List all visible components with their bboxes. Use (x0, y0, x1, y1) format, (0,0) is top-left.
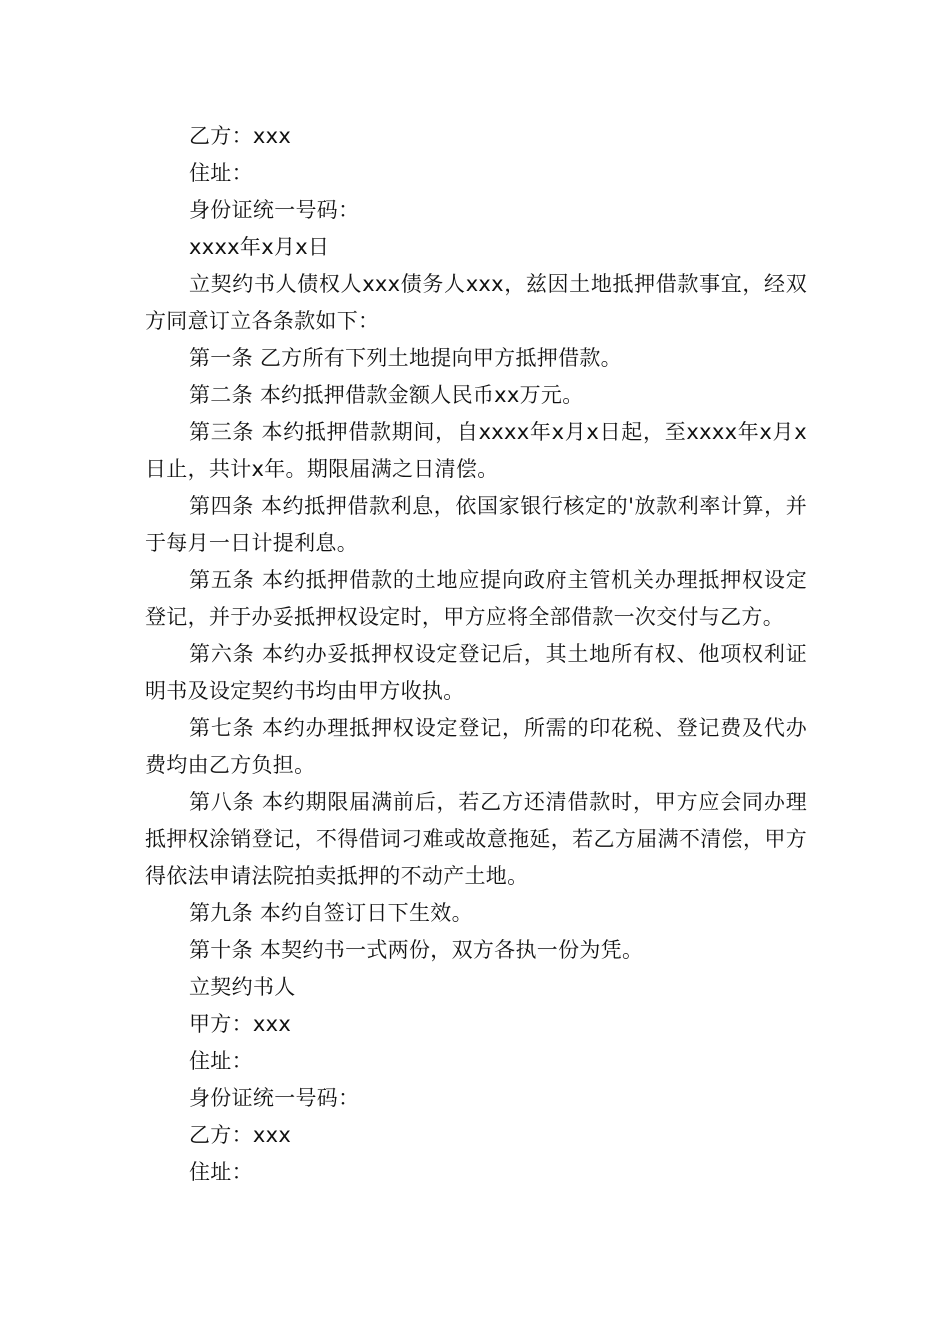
party-b-address-line: 住址： (189, 1160, 253, 1184)
article-6: 第六条 本约办妥抵押权设定登记后，其土地所有权、他项权利证明书及设定契约书均由甲方收执。 (145, 642, 807, 703)
article-1: 第一条 乙方所有下列土地提向甲方抵押借款。 (189, 346, 622, 370)
article-5: 第五条 本约抵押借款的土地应提向政府主管机关办理抵押权设定登记，并于办妥抵押权设定时，甲方应将全部借款一次交付与乙方。 (145, 568, 807, 629)
article-9: 第九条 本约自签订日下生效。 (189, 901, 473, 925)
party-a-line: 甲方：xxx (189, 1012, 292, 1036)
party-b-line: 乙方：xxx (189, 124, 292, 148)
date-line: xxxx年x月x日 (189, 235, 330, 259)
article-3: 第三条 本约抵押借款期间，自xxxx年x月x日起，至xxxx年x月x日止，共计x年。期限届满之日清偿。 (145, 420, 807, 481)
article-10: 第十条 本契约书一式两份，双方各执一份为凭。 (189, 938, 644, 962)
document-body (145, 118, 807, 1191)
article-7: 第七条 本约办理抵押权设定登记，所需的印花税、登记费及代办费均由乙方负担。 (145, 716, 807, 777)
article-2: 第二条 本约抵押借款金额人民币xx万元。 (189, 383, 584, 407)
preamble-paragraph: 立契约书人债权人xxx债务人xxx，兹因土地抵押借款事宜，经双方同意订立各条款如下： (145, 272, 807, 333)
address-line: 住址： (189, 161, 253, 185)
article-4: 第四条 本约抵押借款利息，依国家银行核定的'放款利率计算，并于每月一日计提利息。 (145, 494, 807, 555)
party-a-id-line: 身份证统一号码： (189, 1086, 360, 1110)
party-a-address-line: 住址： (189, 1049, 253, 1073)
id-number-line: 身份证统一号码： (189, 198, 360, 222)
article-8: 第八条 本约期限届满前后，若乙方还清借款时，甲方应会同办理抵押权涂销登记，不得借词刁难或故意拖延，若乙方届满不清偿，甲方得依法申请法院拍卖抵押的不动产土地。 (145, 790, 807, 888)
signatories-heading: 立契约书人 (189, 975, 296, 999)
party-b-signature-line: 乙方：xxx (189, 1123, 292, 1147)
